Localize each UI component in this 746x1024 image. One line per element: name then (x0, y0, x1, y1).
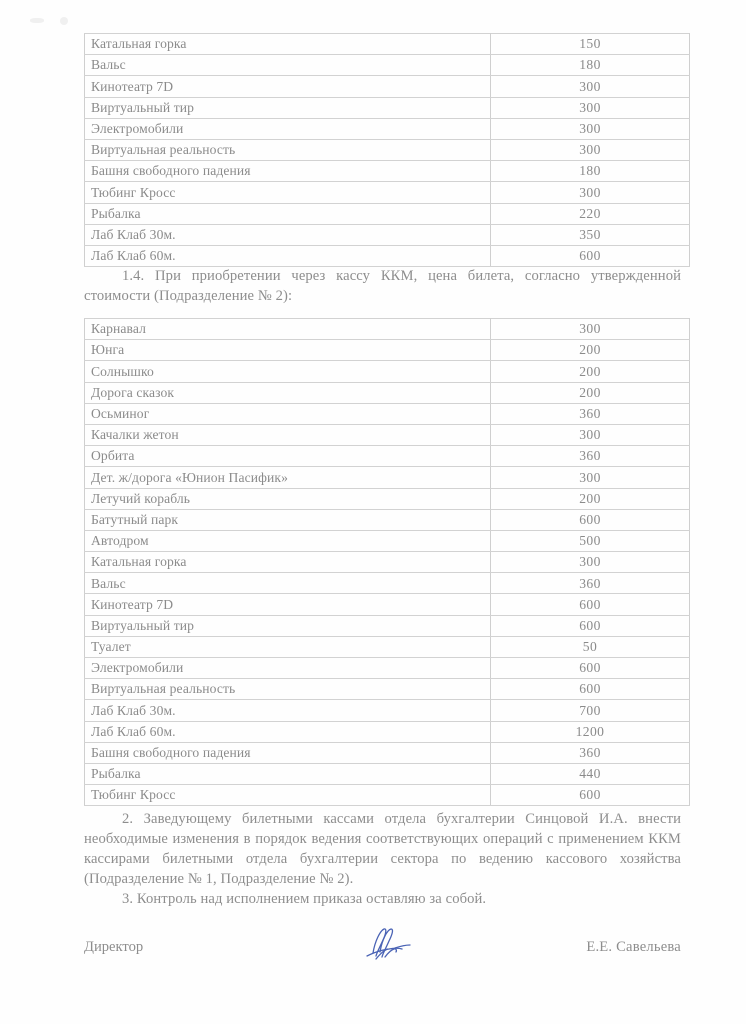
table-row (85, 763, 690, 784)
table-row (85, 161, 690, 182)
attraction-price-cell: 200 (491, 340, 690, 361)
attraction-price-cell: 300 (491, 552, 690, 573)
attraction-name-cell: Лаб Клаб 60м. (85, 721, 491, 742)
attraction-name-cell: Электромобили (85, 658, 491, 679)
table-row (85, 721, 690, 742)
attraction-price-cell: 600 (491, 658, 690, 679)
signature-block (84, 939, 681, 961)
attraction-name-cell: Башня свободного падения (85, 161, 491, 182)
table-row (85, 319, 690, 340)
attraction-price-cell: 600 (491, 594, 690, 615)
table-row (85, 573, 690, 594)
attraction-name-cell: Качалки жетон (85, 424, 491, 445)
table-row (85, 742, 690, 763)
table-row (85, 658, 690, 679)
attraction-name-cell: Кинотеатр 7D (85, 76, 491, 97)
attraction-price-cell: 180 (491, 55, 690, 76)
attraction-price-cell: 700 (491, 700, 690, 721)
attraction-price-cell: 360 (491, 446, 690, 467)
attraction-price-cell: 200 (491, 488, 690, 509)
attraction-name-cell: Виртуальная реальность (85, 139, 491, 160)
attraction-name-cell: Башня свободного падения (85, 742, 491, 763)
attraction-name-cell: Автодром (85, 530, 491, 551)
attraction-name-cell: Рыбалка (85, 763, 491, 784)
paragraph-1-4-text: 1.4. При приобретении через кассу ККМ, цена билета, согласно утвержденной стоимости (Подразделение № 2): (84, 268, 681, 304)
attraction-name-cell: Орбита (85, 446, 491, 467)
table-row (85, 203, 690, 224)
signatory-name: Е.Е. Савельева (586, 939, 681, 955)
attraction-name-cell: Дорога сказок (85, 382, 491, 403)
attraction-price-cell: 300 (491, 76, 690, 97)
paragraph-2 (84, 809, 681, 889)
paragraph-2-text: 2. Заведующему билетными кассами отдела бухгалтерии Синцовой И.А. внести необходимые изменения в порядок ведения соответствующих операций с применением ККМ кассирами билетными отдела бухгалтерии сектора по ведению кассового хозяйства (Подразделение № 1, Подразделение № 2). (84, 811, 681, 887)
attraction-name-cell: Тюбинг Кросс (85, 182, 491, 203)
attraction-name-cell: Тюбинг Кросс (85, 785, 491, 806)
attraction-name-cell: Катальная горка (85, 34, 491, 55)
attraction-price-cell: 300 (491, 118, 690, 139)
table-row (85, 382, 690, 403)
table-row (85, 403, 690, 424)
attraction-name-cell: Катальная горка (85, 552, 491, 573)
table-row (85, 679, 690, 700)
table-row (85, 340, 690, 361)
attraction-name-cell: Лаб Клаб 60м. (85, 245, 491, 266)
attraction-name-cell: Туалет (85, 636, 491, 657)
attraction-name-cell: Дет. ж/дорога «Юнион Пасифик» (85, 467, 491, 488)
paragraph-3-text: 3. Контроль над исполнением приказа оставляю за собой. (122, 891, 487, 907)
attraction-name-cell: Лаб Клаб 30м. (85, 224, 491, 245)
table-row (85, 55, 690, 76)
attraction-name-cell: Виртуальная реальность (85, 679, 491, 700)
attraction-price-cell: 200 (491, 382, 690, 403)
attraction-price-cell: 180 (491, 161, 690, 182)
attraction-price-cell: 300 (491, 319, 690, 340)
attraction-price-cell: 200 (491, 361, 690, 382)
attraction-price-cell: 300 (491, 424, 690, 445)
table-row (85, 361, 690, 382)
price-table-subdivision-2 (84, 318, 690, 806)
scan-smudge-icon (60, 17, 68, 25)
attraction-price-cell: 300 (491, 182, 690, 203)
attraction-price-cell: 350 (491, 224, 690, 245)
attraction-price-cell: 300 (491, 139, 690, 160)
attraction-name-cell: Карнавал (85, 319, 491, 340)
table-row (85, 34, 690, 55)
table-row (85, 488, 690, 509)
table-row (85, 530, 690, 551)
table-row (85, 509, 690, 530)
attraction-name-cell: Виртуальный тир (85, 97, 491, 118)
attraction-price-cell: 600 (491, 615, 690, 636)
attraction-name-cell: Батутный парк (85, 509, 491, 530)
table-row (85, 700, 690, 721)
attraction-name-cell: Солнышко (85, 361, 491, 382)
paragraph-3 (84, 889, 681, 909)
table-row (85, 118, 690, 139)
table-row (85, 97, 690, 118)
attraction-price-cell: 440 (491, 763, 690, 784)
table-row (85, 467, 690, 488)
table-row (85, 224, 690, 245)
attraction-name-cell: Электромобили (85, 118, 491, 139)
attraction-price-cell: 600 (491, 785, 690, 806)
attraction-name-cell: Вальс (85, 573, 491, 594)
table-row (85, 424, 690, 445)
attraction-price-cell: 600 (491, 679, 690, 700)
table-row (85, 245, 690, 266)
attraction-name-cell: Юнга (85, 340, 491, 361)
attraction-name-cell: Осьминог (85, 403, 491, 424)
attraction-name-cell: Виртуальный тир (85, 615, 491, 636)
attraction-price-cell: 220 (491, 203, 690, 224)
table-row (85, 139, 690, 160)
table-row (85, 446, 690, 467)
table-row (85, 182, 690, 203)
attraction-name-cell: Лаб Клаб 30м. (85, 700, 491, 721)
attraction-price-cell: 1200 (491, 721, 690, 742)
table-row (85, 785, 690, 806)
table-row (85, 615, 690, 636)
attraction-price-cell: 360 (491, 403, 690, 424)
attraction-price-cell: 150 (491, 34, 690, 55)
paragraph-1-4 (84, 266, 681, 306)
attraction-price-cell: 300 (491, 97, 690, 118)
attraction-price-cell: 600 (491, 245, 690, 266)
scan-smudge-icon (30, 18, 44, 23)
attraction-price-cell: 360 (491, 573, 690, 594)
attraction-price-cell: 360 (491, 742, 690, 763)
attraction-name-cell: Летучий корабль (85, 488, 491, 509)
table-row (85, 636, 690, 657)
table-row (85, 552, 690, 573)
attraction-price-cell: 600 (491, 509, 690, 530)
table-row (85, 76, 690, 97)
signatory-role: Директор (84, 939, 144, 955)
attraction-price-cell: 500 (491, 530, 690, 551)
price-table-1-body (85, 34, 690, 267)
attraction-name-cell: Кинотеатр 7D (85, 594, 491, 615)
attraction-name-cell: Вальс (85, 55, 491, 76)
price-table-2-body (85, 319, 690, 806)
attraction-price-cell: 300 (491, 467, 690, 488)
price-table-subdivision-1 (84, 33, 690, 267)
attraction-name-cell: Рыбалка (85, 203, 491, 224)
attraction-price-cell: 50 (491, 636, 690, 657)
table-row (85, 594, 690, 615)
